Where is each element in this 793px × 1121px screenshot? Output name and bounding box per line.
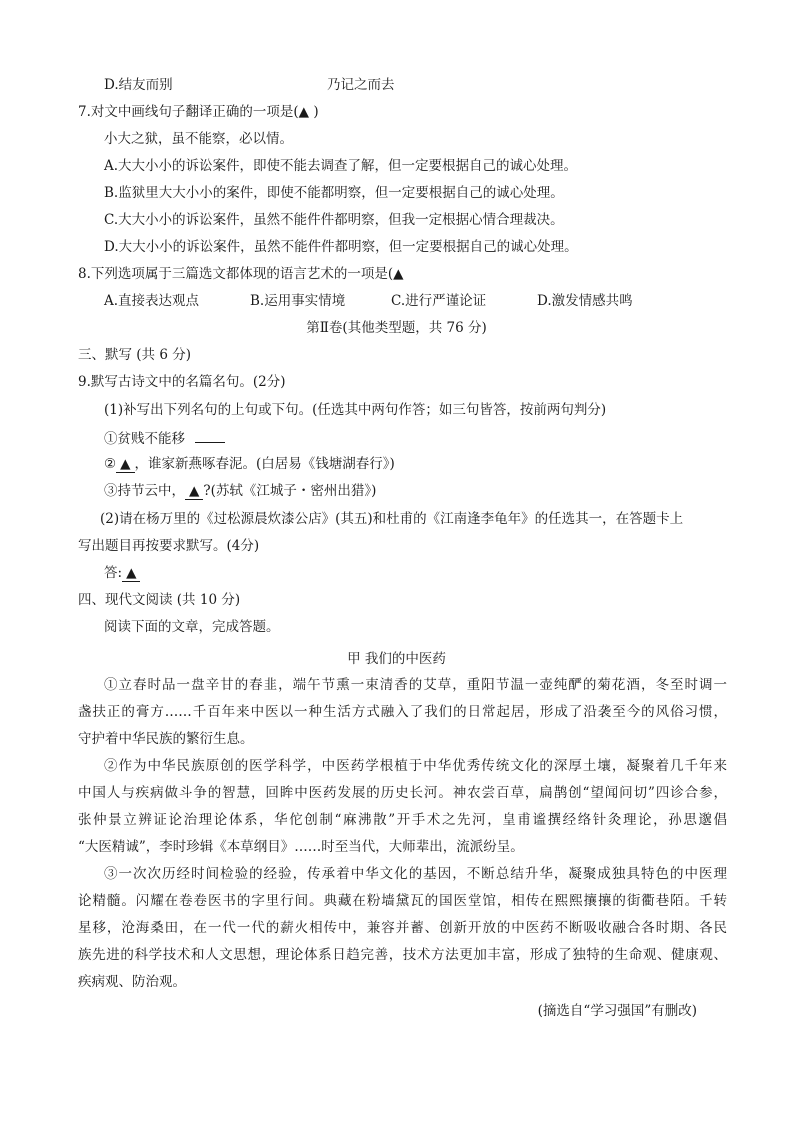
q9-item-1-blank[interactable]: [195, 428, 225, 443]
q7-stem: 7.对文中画线句子翻译正确的一项是(▲ ): [78, 104, 319, 120]
q6-option-d-right: 乃记之而去: [327, 77, 395, 93]
q8-option-a: A.直接表达观点: [104, 293, 200, 309]
para-3-line-4: 族先进的科学技术和人文思想，理论体系日趋完善，技术方法更加丰富，形成了独特的生命观、健康观、: [78, 947, 727, 963]
q7-option-c: C.大大小小的诉讼案件，虽然不能件件都明察，但我一定根据心情合理裁决。: [104, 212, 564, 228]
q9-answer-blank[interactable]: ▲: [122, 565, 140, 582]
q8-option-b: B.运用事实情境: [250, 293, 346, 309]
q8-stem: 8.下列选项属于三篇选文都体现的语言艺术的一项是(▲: [78, 266, 404, 282]
q9-answer: [104, 564, 140, 582]
q9-item-2-prefix: ②: [104, 456, 117, 472]
q9-sub2-line-1: (2)请在杨万里的《过松源晨炊漆公店》(其五)和杜甫的《江南逢李龟年》的任选其一，在答题卡上: [100, 511, 684, 527]
q9-item-1-text: ①贫贱不能移: [104, 431, 185, 447]
para-3-line-3: 星移，沧海桑田，在一代一代的薪火相传中，兼容并蓄、创新开放的中医药不断吸收融合各时期、各民: [78, 920, 727, 936]
para-1-line-2: 盏扶正的膏方……千百年来中医以一种生活方式融入了我们的日常起居，形成了沿袭至今的风俗习惯，: [78, 704, 727, 720]
para-2-line-3: 张仲景立辨证论治理论体系，华佗创制“麻沸散”开手术之先河，皇甫谧撰经络针灸理论，孙思邈倡: [78, 812, 727, 828]
q9-item-3-blank[interactable]: ▲: [185, 483, 203, 500]
q7-option-a: A.大大小小的诉讼案件，即使不能去调查了解，但一定要根据自己的诚心处理。: [104, 158, 578, 174]
para-3-line-2: 论精髓。闪耀在卷卷医书的字里行间。典藏在粉墙黛瓦的国医堂馆，相传在熙熙攘攘的街衢巷陌。千转: [78, 893, 727, 909]
para-1-line-1: ①立春时品一盘辛甘的春韭，端午节熏一束清香的艾草，重阳节温一壶纯酽的菊花酒，冬至时调一: [104, 677, 727, 693]
section-4-heading: 四、现代文阅读 (共 10 分): [78, 592, 241, 608]
q9-item-3: [104, 482, 376, 500]
para-2-line-1: ②作为中华民族原创的医学科学，中医药学根植于中华优秀传统文化的深厚土壤，凝聚着几千年来: [104, 758, 727, 774]
q9-item-3-suffix: ?(苏轼《江城子・密州出猎》): [203, 483, 377, 499]
q7-sentence: 小大之狱，虽不能察，必以情。: [104, 131, 293, 147]
section-4-instruction: 阅读下面的文章，完成答题。: [104, 619, 280, 635]
q8-option-d: D.激发情感共鸣: [537, 293, 633, 309]
q9-item-2: [104, 455, 395, 473]
para-2-line-4: “大医精诚”，李时珍辑《本草纲目》……时至当代，大师辈出，流派纷呈。: [78, 839, 524, 855]
q9-sub1: (1)补写出下列名句的上句或下句。(任选其中两句作答；如三句皆答，按前两句判分): [104, 402, 607, 418]
q7-option-b: B.监狱里大大小小的案件，即使不能都明察，但一定要根据自己的诚心处理。: [104, 185, 564, 201]
volume-2-title: 第Ⅱ卷(其他类型题，共 76 分): [306, 320, 487, 336]
article-source: (摘选自“学习强国”有删改): [537, 1003, 697, 1019]
q6-option-d-label: D.结友而别: [104, 77, 173, 93]
q9-stem: 9.默写古诗文中的名篇名句。(2分): [78, 374, 286, 390]
q7-option-d: D.大大小小的诉讼案件，虽然不能件件都明察，但一定要根据自己的诚心处理。: [104, 239, 578, 255]
para-2-line-2: 中国人与疾病做斗争的智慧，回眸中医药发展的历史长河。神农尝百草，扁鹊创“望闻问切”四诊合参，: [78, 785, 727, 801]
para-3-line-1: ③一次次历经时间检验的经验，传承着中华文化的基因，不断总结升华，凝聚成独具特色的中医理: [104, 866, 727, 882]
para-1-line-3: 守护着中华民族的繁衍生息。: [78, 731, 254, 747]
q9-item-2-suffix: ，谁家新燕啄春泥。(白居易《钱塘湖春行》): [134, 456, 395, 472]
q8-option-c: C.进行严谨论证: [391, 293, 487, 309]
q9-item-1: [104, 428, 225, 448]
para-3-line-5: 疾病观、防治观。: [78, 974, 186, 990]
q9-answer-label: 答:: [104, 565, 123, 581]
article-title: 甲 我们的中医药: [347, 651, 446, 667]
section-3-heading: 三、默写 (共 6 分): [78, 347, 191, 363]
q9-item-3-prefix: ③持节云中，: [104, 483, 185, 499]
q9-sub2-line-2: 写出题目再按要求默写。(4分): [78, 538, 260, 554]
q9-item-2-blank[interactable]: ▲: [116, 456, 134, 473]
